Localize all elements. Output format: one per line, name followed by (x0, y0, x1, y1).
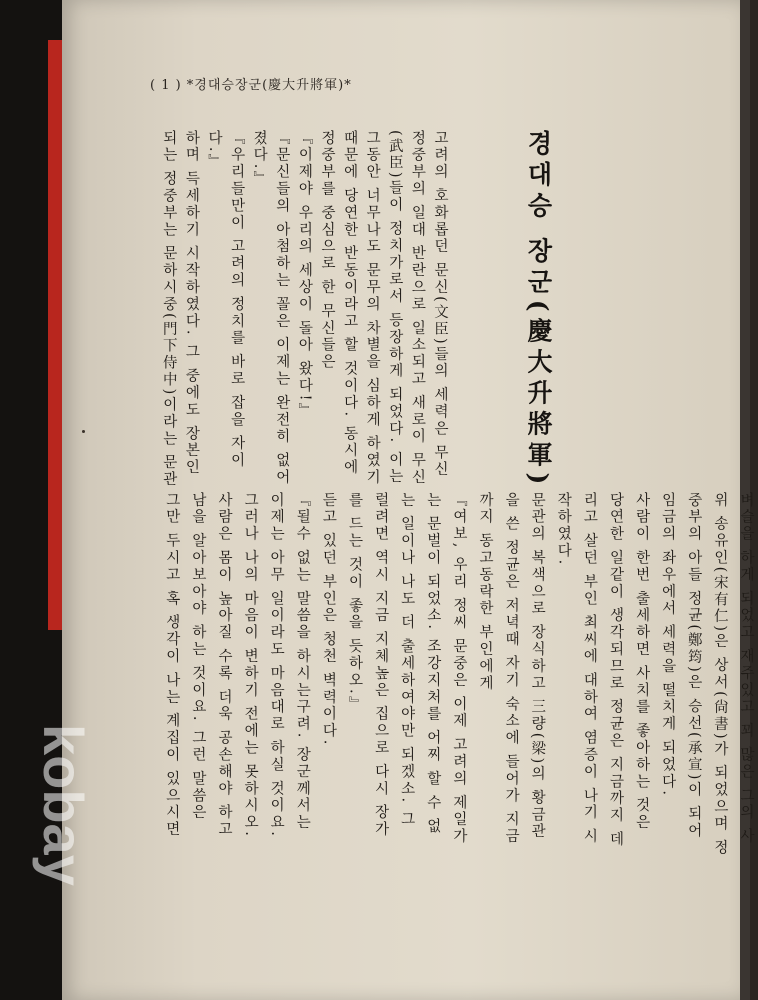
kobay-watermark (0, 720, 95, 1000)
text-column: 까지 동고동락한 부인에게 (477, 492, 493, 692)
text-column: 임금의 좌우에서 세력을 떨치게 되었다. (659, 492, 676, 798)
text-column: 하며 득세하기 시작하였다. 그 중에도 장본인 (183, 130, 200, 477)
text-column: 벼슬을 하게 되었고 재주있고 꾀 많은 그의 사 (738, 492, 754, 846)
text-column: 사람이 한번 출세하면 사치를 좋아하는 것은 (633, 492, 650, 832)
text-column: 정중부의 일대 반란으로 일소되고 새로이 무신 (409, 130, 426, 487)
text-column: 정중부를 중심으로 한 무신들은 (319, 130, 335, 371)
text-column: (武臣)들이 정치가로서 등장하게 되었다. 이는 (386, 130, 403, 486)
text-column: 는 문벌이 되었소. 조강지처를 어찌 할 수 없 (424, 492, 441, 836)
running-header: ( 1 ) *경대승장군(慶大升將軍)* (150, 78, 352, 93)
text-column: 『이제야 우리의 세상이 돌아 왔다!』 (296, 130, 313, 420)
text-column: 그만 두시고 혹 생각이 나는 계집이 있으시면 (163, 492, 180, 839)
text-column: 그러나 나의 마음이 변하기 전에는 못하시오. (242, 492, 259, 839)
text-column: 때문에 당연한 반동이라고 할 것이다. 동시에 (341, 130, 358, 477)
text-column: 그동안 너무나도 문무의 차별을 심하게 하였기 (364, 130, 381, 487)
text-column: 을 쓴 정균은 저녁때 자기 숙소에 들어가 지금 (503, 492, 520, 846)
chapter-title: 경대승 장군(慶大升將軍) (524, 130, 553, 491)
watermark-text: kobay (32, 724, 95, 886)
paper-speck (82, 430, 85, 433)
text-column: 이제는 아무 일이라도 마음대로 하실 것이요. (268, 492, 285, 839)
text-column: 졌다.』 (251, 130, 268, 188)
text-column: 『여보, 우리 정씨 문중은 이제 고려의 제일가 (450, 492, 467, 846)
text-column: 『될수 없는 말씀을 하시는구려. 장군께서는 (294, 492, 311, 832)
text-column: 듣고 있던 부인은 청천 벽력이다. (320, 492, 337, 747)
text-column: 중부의 아들 정균(鄭筠)은 승선(承宣)이 되어 (685, 492, 702, 840)
text-column: 『문신들의 아첨하는 꼴은 이제는 완전히 없어 (273, 130, 290, 487)
text-column: 사람은 몸이 높아질 수록 더욱 공손해야 하고 (216, 492, 232, 839)
text-column: 문관의 복색으로 장식하고 三량(梁)의 황금관 (529, 492, 546, 841)
text-column: 를 드는 것이 좋을 듯하오.』 (346, 492, 363, 713)
text-column: 당연한 일같이 생각되므로 정균은 지금까지 데 (607, 492, 624, 849)
text-column: 는 일이나 나도 더 출세하여야만 되겠소. 그 (398, 492, 415, 829)
text-column: 작하였다. (555, 492, 572, 567)
text-column: 위 송유인(宋有仁)은 상서(尙書)가 되었으며 정 (711, 492, 728, 857)
text-column: 『우리들만이 고려의 정치를 바로 잡을 자이 (228, 130, 245, 470)
text-column: 리고 살던 부인 최씨에 대하여 염증이 나기 시 (581, 492, 598, 846)
text-column: 고려의 호화롭던 문신(文臣)들의 세력은 무신 (432, 130, 448, 479)
text-column: 다.』 (206, 130, 222, 171)
text-column: 럴려면 역시 지금 지체높은 집으로 다시 장가 (372, 492, 389, 839)
text-column: 남을 알아보아야 하는 것이요. 그런 말씀은 (189, 492, 206, 822)
text-column: 되는 정중부는 문하시중(門下侍中)이라는 문관 (160, 130, 177, 489)
